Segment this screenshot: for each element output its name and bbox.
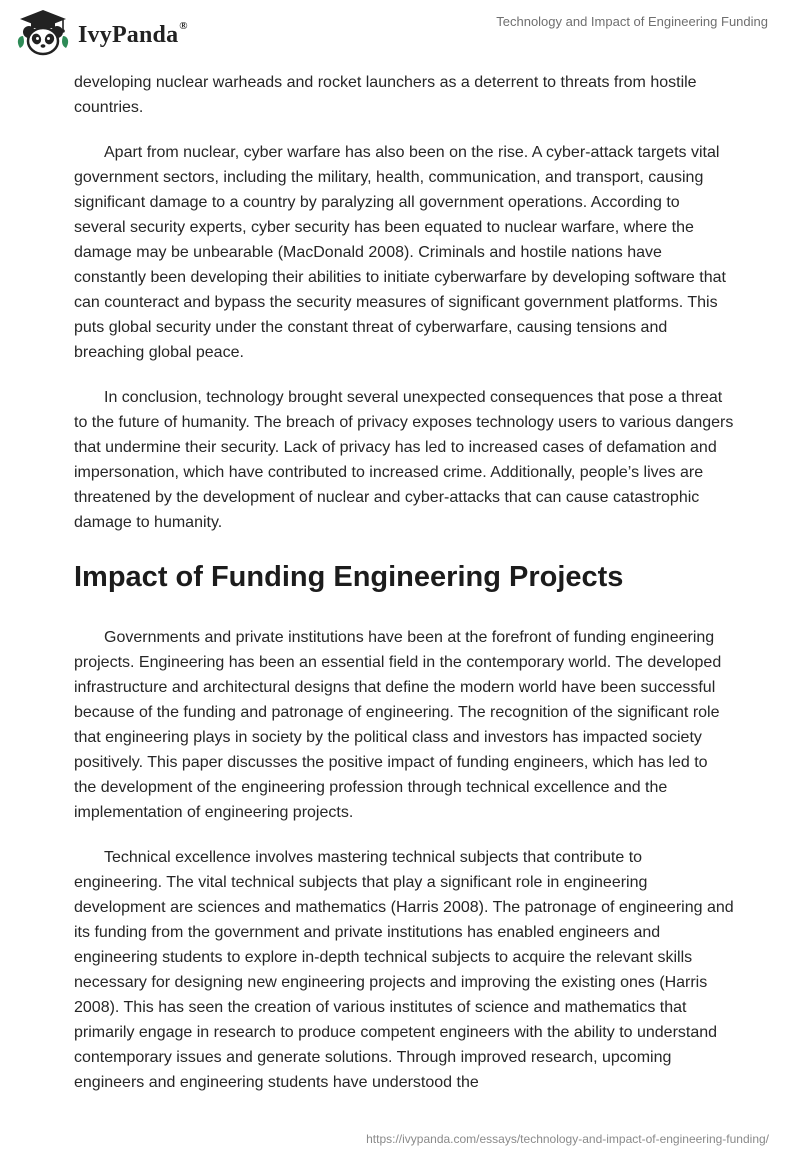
page-header	[0, 0, 800, 70]
paragraph-technical-excellence: Technical excellence involves mastering technical subjects that contribute to engineering. The vital technical subjects that play a significant role in engineering development are sciences and mathematics (Harris 2008). The patronage of engineering and its funding from the government and private institutions has enabled engineers and engineering students to explore in-depth technical subjects to acquire the relevant skills necessary for designing new engineering projects and improving the existing ones (Harris 2008). This has seen the creation of various institutes of science and mathematics that primarily engage in research to produce competent engineers with the ability to understand contemporary issues and generate solutions. Through improved research, upcoming engineers and engineering students have understood the	[74, 849, 734, 1091]
paragraph-funding-intro: Governments and private institutions have been at the forefront of funding engineering projects. Engineering has been an essential field in the contemporary world. The developed infrastructure and architectural designs that define the modern world have been successful because of the funding and patronage of engineering. The recognition of the significant role that engineering plays in society by the political class and investors has impacted society positively. This paper discusses the positive impact of funding engineers, which has led to the development of the engineering profession through technical excellence and the implementation of engineering projects.	[74, 629, 722, 821]
ivypanda-logo[interactable]	[14, 8, 188, 60]
running-title: Technology and Impact of Engineering Funding	[496, 14, 768, 29]
paragraph-cyber-warfare: Apart from nuclear, cyber warfare has also been on the rise. A cyber-attack targets vital government sectors, including the military, health, communication, and transport, causing significant damage to a country by paralyzing all government operations. According to several security experts, cyber security has been equated to nuclear warfare, where the damage may be unbearable (MacDonald 2008). Criminals and hostile nations have constantly been developing their abilities to initiate cyberwarfare by developing software that can counteract and bypass the security measures of significant government platforms. This puts global security under the constant threat of cyberwarfare, causing tensions and breaching global peace.	[74, 144, 726, 361]
section-heading: Impact of Funding Engineering Projects	[74, 561, 624, 593]
brand-name: IvyPanda®	[78, 19, 188, 48]
essay-body	[74, 70, 734, 1115]
paragraph-continued: developing nuclear warheads and rocket launchers as a deterrent to threats from hostile countries.	[74, 74, 697, 116]
source-url[interactable]: https://ivypanda.com/essays/technology-and-impact-of-engineering-funding/	[366, 1132, 769, 1146]
paragraph-conclusion: In conclusion, technology brought several unexpected consequences that pose a threat to the future of humanity. The breach of privacy exposes technology users to various dangers that undermine their security. Lack of privacy has led to increased cases of defamation and impersonation, which have contributed to increased crime. Additionally, people’s lives are threatened by the development of nuclear and cyber-attacks that can cause catastrophic damage to humanity.	[74, 389, 734, 531]
panda-graduate-icon	[14, 8, 72, 60]
